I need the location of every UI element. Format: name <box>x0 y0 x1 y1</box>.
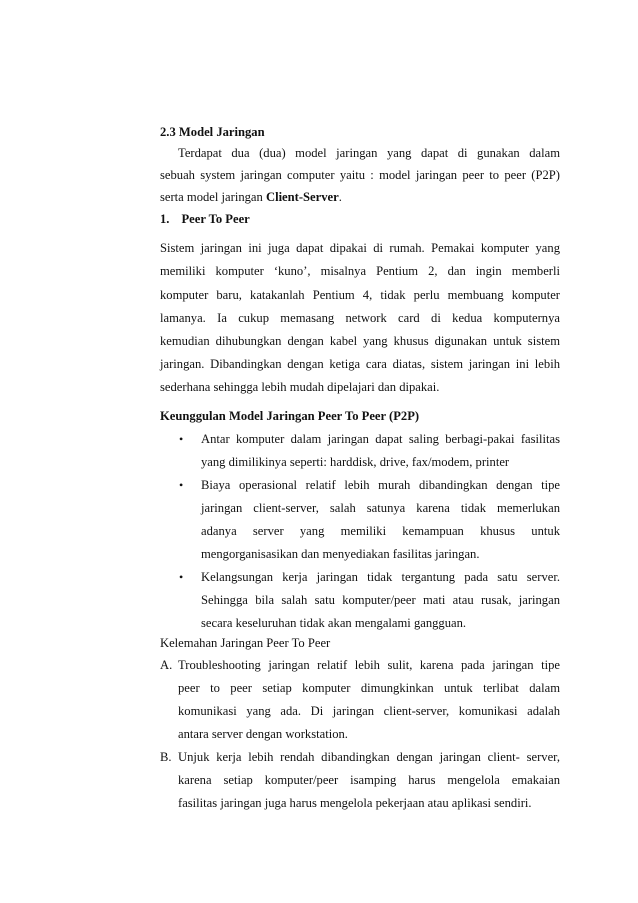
intro-line-3 <box>160 189 560 205</box>
intro-line-2: sebuah system jaringan computer yaitu : model jaringan peer to peer (P2P) <box>160 168 560 182</box>
advantage-2-line-2: jaringan client-server, salah satunya karena tidak memerlukan <box>201 501 560 515</box>
client-server-term: Client-Server <box>265 190 339 204</box>
bullet-2: • <box>179 478 184 492</box>
advantage-3-line-1: Kelangsungan kerja jaringan tidak tergantung pada satu server. <box>201 570 560 584</box>
subsection-number: 1. <box>160 212 170 226</box>
paragraph-line-3: komputer baru, katakanlah Pentium 4, tidak perlu membuang komputer <box>160 288 560 302</box>
paragraph-line-6: jaringan. Dibandingkan dengan ketiga cara diatas, sistem jaringan ini lebih <box>160 357 560 371</box>
item-a-line-2: peer to peer setiap komputer dimungkinkan untuk terlibat dalam <box>178 681 560 695</box>
advantage-3-line-3: secara keseluruhan tidak akan mengalami gangguan. <box>201 616 467 630</box>
item-a-line-4: antara server dengan workstation. <box>178 727 348 741</box>
item-b-letter: B. <box>160 750 172 764</box>
intro-line-1: Terdapat dua (dua) model jaringan yang dapat di gunakan dalam <box>178 146 560 160</box>
disadvantages-heading: Kelemahan Jaringan Peer To Peer <box>160 636 331 650</box>
subsection-title-text: Peer To Peer <box>181 212 250 226</box>
advantage-2-line-3: adanya server yang memiliki kemampuan khusus untuk <box>201 524 560 538</box>
paragraph-line-1: Sistem jaringan ini juga dapat dipakai di rumah. Pemakai komputer yang <box>160 241 560 255</box>
advantage-3-line-2: Sehingga bila salah satu komputer/peer mati atau rusak, jaringan <box>201 593 560 607</box>
bullet-3: • <box>179 570 184 584</box>
paragraph-line-5: kemudian dihubungkan dengan kabel yang khusus digunakan untuk sistem <box>160 334 560 348</box>
section-heading: 2.3 Model Jaringan <box>160 125 265 139</box>
item-b-line-2: karena setiap komputer/peer isamping harus mengelola emakaian <box>178 773 560 787</box>
subsection-title <box>160 211 560 227</box>
item-b-line-1: Unjuk kerja lebih rendah dibandingkan dengan jaringan client- server, <box>178 750 560 764</box>
advantage-2-line-1: Biaya operasional relatif lebih murah dibandingkan dengan tipe <box>201 478 560 492</box>
advantage-1-line-1: Antar komputer dalam jaringan dapat saling berbagi-pakai fasilitas <box>201 432 560 446</box>
item-a-line-3: komunikasi yang ada. Di jaringan client-server, komunikasi adalah <box>178 704 560 718</box>
intro-line-3-prefix: serta model jaringan <box>160 190 266 204</box>
paragraph-line-4: lamanya. Ia cukup memasang network card di kedua komputernya <box>160 311 560 325</box>
item-a-letter: A. <box>160 658 173 672</box>
advantage-1-line-2: yang dimilikinya seperti: harddisk, drive, fax/modem, printer <box>201 455 510 469</box>
paragraph-line-7: sederhana sehingga lebih mudah dipelajari dan dipakai. <box>160 380 440 394</box>
intro-line-3-suffix: . <box>338 190 342 204</box>
paragraph-line-2: memiliki komputer ‘kuno’, misalnya Pentium 2, dan ingin memberli <box>160 264 560 278</box>
bullet-1: • <box>179 432 184 446</box>
item-b-line-3: fasilitas jaringan juga harus mengelola pekerjaan atau aplikasi sendiri. <box>178 796 532 810</box>
advantage-2-line-4: mengorganisasikan dan menyediakan fasilitas jaringan. <box>201 547 480 561</box>
advantages-heading: Keunggulan Model Jaringan Peer To Peer (P2P) <box>160 409 420 423</box>
item-a-line-1: Troubleshooting jaringan relatif lebih sulit, karena pada jaringan tipe <box>178 658 560 672</box>
